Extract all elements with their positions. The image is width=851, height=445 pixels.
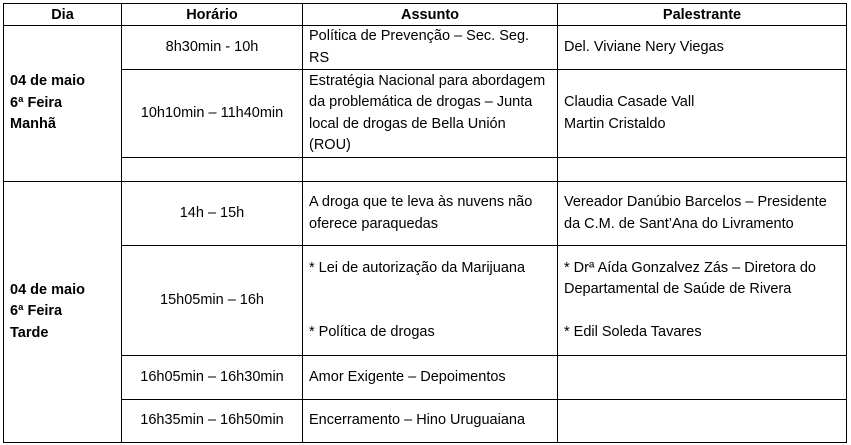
header-day: Dia	[4, 4, 122, 26]
empty-cell	[558, 158, 847, 182]
header-speaker: Palestrante	[558, 4, 847, 26]
time-cell: 8h30min - 10h	[122, 26, 303, 70]
time-cell: 16h35min – 16h50min	[122, 400, 303, 443]
subject-cell: Amor Exigente – Depoimentos	[303, 356, 558, 400]
day-period: Tarde	[10, 324, 49, 341]
day-weekday: 6ª Feira	[10, 303, 63, 320]
speaker-name: Martin Cristaldo	[564, 115, 666, 132]
subject-item: * Lei de autorização da Marijuana	[309, 259, 526, 276]
day-cell-morning	[4, 26, 122, 182]
speaker-cell: Del. Viviane Nery Viegas	[558, 26, 847, 70]
speaker-cell	[558, 70, 847, 158]
time-cell: 16h05min – 16h30min	[122, 356, 303, 400]
table-row	[4, 182, 847, 246]
subject-cell: A droga que te leva às nuvens não oferece paraquedas	[303, 182, 558, 246]
time-cell: 15h05min – 16h	[122, 246, 303, 356]
day-weekday: 6ª Feira	[10, 94, 63, 111]
table-row	[4, 400, 847, 443]
speaker-cell	[558, 356, 847, 400]
empty-cell	[303, 158, 558, 182]
table-row	[4, 246, 847, 356]
subject-cell: Encerramento – Hino Uruguaiana	[303, 400, 558, 443]
speaker-item: * Drª Aída Gonzalvez Zás – Diretora do Departamental de Saúde de Rivera	[564, 259, 816, 298]
time-cell: 14h – 15h	[122, 182, 303, 246]
speaker-cell	[558, 400, 847, 443]
speaker-name: Claudia Casade Vall	[564, 94, 695, 110]
subject-cell	[303, 246, 558, 356]
day-cell-afternoon	[4, 182, 122, 443]
table-row	[4, 70, 847, 158]
speaker-cell	[558, 246, 847, 356]
table-row	[4, 26, 847, 70]
day-period: Manhã	[10, 116, 56, 133]
schedule-table	[3, 3, 847, 443]
header-subject: Assunto	[303, 4, 558, 26]
subject-cell: Estratégia Nacional para abordagem da problemática de drogas – Junta local de drogas de Bella Unión (ROU)	[303, 70, 558, 158]
spacer-row	[4, 158, 847, 182]
day-date: 04 de maio	[10, 281, 85, 298]
speaker-item: * Edil Soleda Tavares	[564, 323, 702, 340]
empty-cell	[122, 158, 303, 182]
subject-cell: Política de Prevenção – Sec. Seg. RS	[303, 26, 558, 70]
time-cell: 10h10min – 11h40min	[122, 70, 303, 158]
subject-item: * Política de drogas	[309, 324, 435, 340]
day-date: 04 de maio	[10, 73, 85, 90]
header-row	[4, 4, 847, 26]
table-row	[4, 356, 847, 400]
header-time: Horário	[122, 4, 303, 26]
speaker-cell: Vereador Danúbio Barcelos – Presidente da C.M. de Sant’Ana do Livramento	[558, 182, 847, 246]
